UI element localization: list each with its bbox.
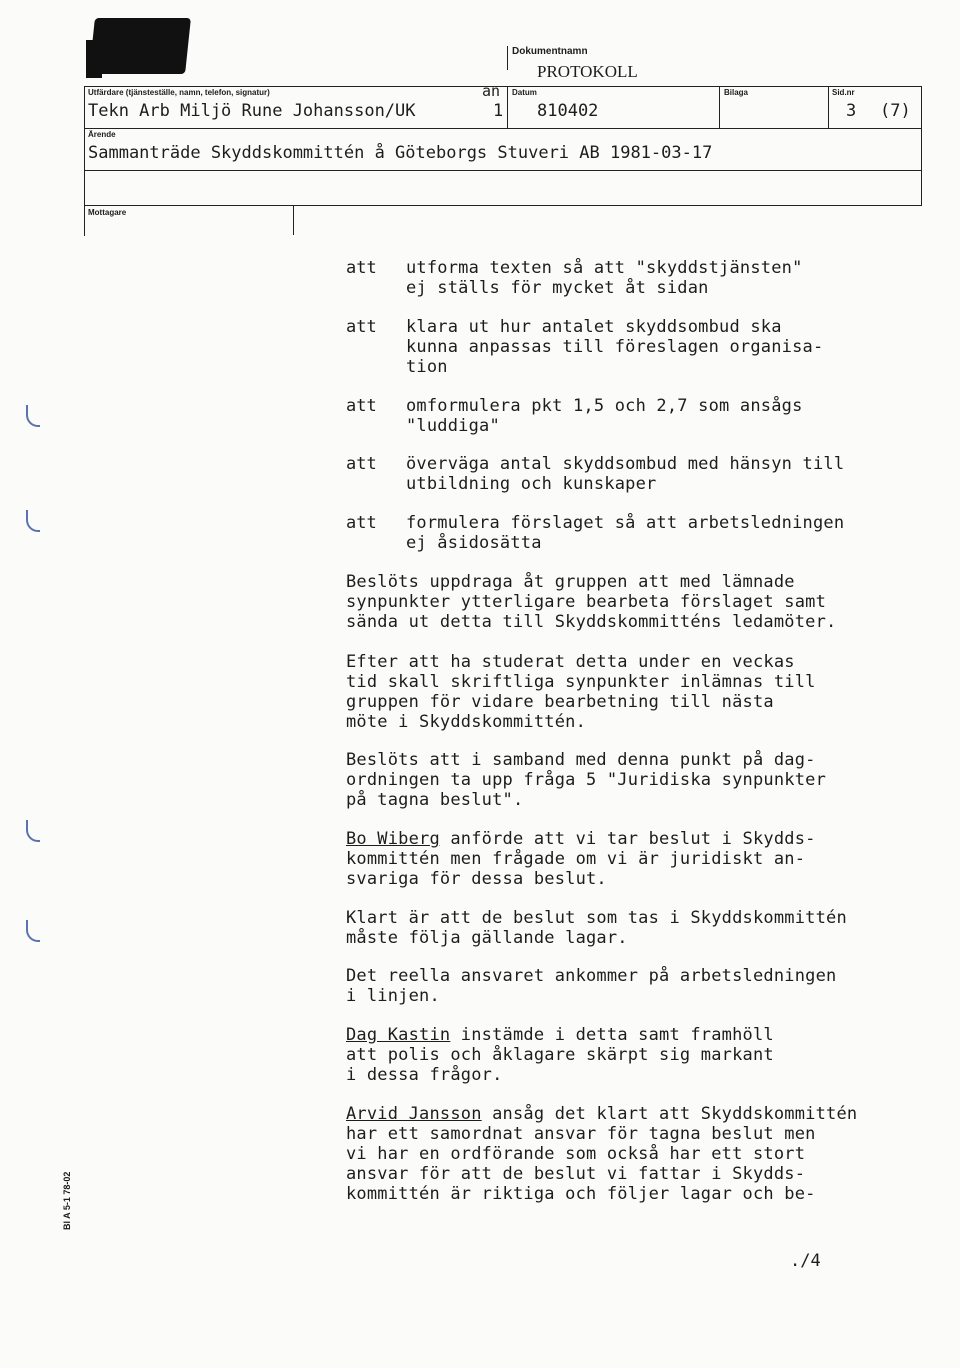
paragraph-line [346, 829, 816, 849]
paragraph-line: i linjen. [346, 986, 440, 1006]
att-line: kunna anpassas till föreslagen organisa- [406, 337, 824, 357]
subject-label: Ärende [88, 130, 116, 139]
att-line: utforma texten så att "skyddstjänsten" [406, 258, 803, 278]
paragraph-line: på tagna beslut". [346, 790, 524, 810]
date-note: an [482, 82, 501, 100]
att-line: formulera förslaget så att arbetsledningen [406, 513, 845, 533]
form-date-divider [507, 86, 508, 128]
att-line: ej ställs för mycket åt sidan [406, 278, 709, 298]
paragraph-line [346, 1104, 857, 1124]
speaker-name: Arvid Jansson [346, 1104, 482, 1124]
redaction-blot-edge [86, 40, 102, 78]
issuer-label: Utfärdare (tjänsteställe, namn, telefon, signatur) [88, 88, 270, 97]
doc-name-divider [507, 46, 508, 70]
date-label: Datum [512, 88, 537, 97]
paragraph-line: Efter att ha studerat detta under en veckas [346, 652, 795, 672]
att-line: klara ut hur antalet skyddsombud ska [406, 317, 782, 337]
issuer-ext: 1 [493, 101, 504, 121]
paragraph-line: att polis och åklagare skärpt sig markant [346, 1045, 774, 1065]
speaker-name: Bo Wiberg [346, 829, 440, 849]
att-line: "luddiga" [406, 416, 500, 436]
redaction-blot [89, 18, 191, 74]
paragraph-line: måste följa gällande lagar. [346, 928, 628, 948]
continuation-marker: ./4 [790, 1251, 821, 1271]
speaker-name: Dag Kastin [346, 1025, 451, 1045]
paragraph-line: gruppen för vidare bearbetning till nästa [346, 692, 774, 712]
form-recipient-divider [293, 205, 294, 235]
paragraph-line: Beslöts att i samband med denna punkt på dag- [346, 750, 816, 770]
paragraph-line: vi har en ordförande som också har ett stort [346, 1144, 806, 1164]
paragraph-line: synpunkter ytterligare bearbeta förslaget samt [346, 592, 827, 612]
paragraph-line: kommittén är riktiga och följer lagar och be- [346, 1184, 816, 1204]
att-line: omformulera pkt 1,5 och 2,7 som ansågs [406, 396, 803, 416]
doc-name-label: Dokumentnamn [512, 46, 588, 57]
subject-value: Sammanträde Skyddskommittén å Göteborgs Stuveri AB 1981-03-17 [88, 143, 713, 163]
paragraph-line: kommittén men frågade om vi är juridiskt an- [346, 849, 806, 869]
form-page-divider [828, 86, 829, 128]
paragraph-line: har ett samordnat ansvar för tagna beslut men [346, 1124, 816, 1144]
paragraph-line [346, 1025, 774, 1045]
att-line: tion [406, 357, 448, 377]
form-recipient-rule [84, 205, 922, 206]
punch-hole-mark [26, 510, 40, 532]
speaker-statement: instämde i detta samt framhöll [450, 1025, 774, 1045]
form-mid-rule [84, 128, 922, 129]
form-code: Bl A 5-1 78-02 [62, 1171, 72, 1230]
att-word: att [346, 258, 377, 278]
paragraph-line: sända ut detta till Skyddskommitténs ledamöter. [346, 612, 837, 632]
paragraph-line: Klart är att de beslut som tas i Skyddskommittén [346, 908, 847, 928]
form-right-rule [921, 86, 922, 206]
paragraph-line: tid skall skriftliga synpunkter inlämnas till [346, 672, 816, 692]
paragraph-line: svariga för dessa beslut. [346, 869, 607, 889]
page-value: 3 [846, 101, 857, 121]
att-word: att [346, 396, 377, 416]
att-word: att [346, 513, 377, 533]
page-total: (7) [880, 101, 911, 121]
paragraph-line: möte i Skyddskommittén. [346, 712, 587, 732]
paragraph-line: i dessa frågor. [346, 1065, 503, 1085]
doc-type: PROTOKOLL [537, 62, 638, 81]
att-line: utbildning och kunskaper [406, 474, 657, 494]
form-left-rule [84, 86, 85, 236]
speaker-statement: anförde att vi tar beslut i Skydds- [439, 829, 816, 849]
form-top-rule [84, 86, 922, 87]
punch-hole-mark [26, 920, 40, 942]
recipient-label: Mottagare [88, 208, 127, 217]
page-label: Sid.nr [832, 88, 855, 97]
punch-hole-mark [26, 820, 40, 842]
speaker-statement: ansåg det klart att Skyddskommittén [481, 1104, 858, 1124]
att-line: ej åsidosätta [406, 533, 542, 553]
paragraph-line: Beslöts uppdraga åt gruppen att med lämnade [346, 572, 795, 592]
paragraph-line: ansvar för att de beslut vi fattar i Skydds- [346, 1164, 806, 1184]
punch-hole-mark [26, 405, 40, 427]
issuer-value: Tekn Arb Miljö Rune Johansson/UK [88, 101, 416, 121]
att-line: överväga antal skyddsombud med hänsyn till [406, 454, 845, 474]
appendix-label: Bilaga [724, 88, 749, 97]
form-appendix-divider [719, 86, 720, 128]
att-word: att [346, 454, 377, 474]
att-word: att [346, 317, 377, 337]
paragraph-line: Det reella ansvaret ankommer på arbetsledningen [346, 966, 837, 986]
paragraph-line: ordningen ta upp fråga 5 "Juridiska synpunkter [346, 770, 827, 790]
form-lower-rule [84, 170, 922, 171]
date-value: 810402 [537, 101, 599, 121]
